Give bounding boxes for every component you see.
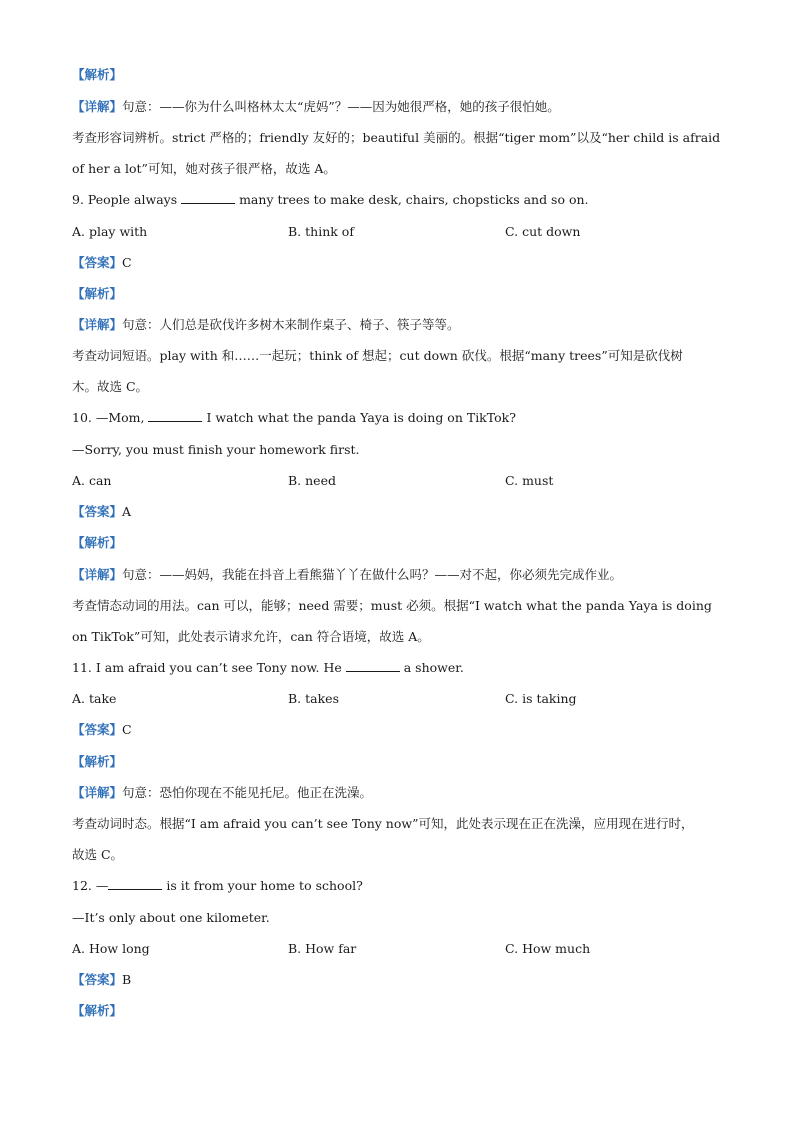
analysis-heading: 【解析】 xyxy=(72,535,123,550)
explanation-line: 木。故选 C。 xyxy=(72,379,149,394)
answer-line: 【答案】A xyxy=(72,504,132,519)
analysis-heading: 【解析】 xyxy=(72,286,123,301)
analysis-heading: 【解析】 xyxy=(72,1003,123,1018)
answer-line: 【答案】C xyxy=(72,722,132,737)
answer-blank xyxy=(108,877,162,890)
question-9: 9. People always many trees to make desk, chairs, chopsticks and so on. xyxy=(72,192,589,207)
option-b: B. need xyxy=(288,473,336,488)
option-c: C. How much xyxy=(505,941,591,956)
explanation-line: 考查形容词辨析。strict 严格的；friendly 友好的；beautiful 美丽的。根据“tiger mom”以及“her child is afraid xyxy=(72,130,721,145)
option-a: A. can xyxy=(72,473,112,488)
option-b: B. How far xyxy=(288,941,357,956)
detail-line: 【详解】句意：人们总是砍伐许多树木来制作桌子、椅子、筷子等等。 xyxy=(72,317,460,332)
option-c: C. must xyxy=(505,473,554,488)
answer-blank xyxy=(346,659,400,672)
answer-blank xyxy=(181,191,235,204)
dialogue-line: —It’s only about one kilometer. xyxy=(72,910,270,925)
answer-line: 【答案】C xyxy=(72,255,132,270)
option-b: B. think of xyxy=(288,224,354,239)
explanation-line: on TikTok”可知，此处表示请求允许，can 符合语境，故选 A。 xyxy=(72,629,430,644)
detail-line: 【详解】句意：——妈妈，我能在抖音上看熊猫丫丫在做什么吗？——对不起，你必须先完成作业。 xyxy=(72,567,623,582)
explanation-line: 考查动词时态。根据“I am afraid you can’t see Tony now”可知，此处表示现在正在洗澡，应用现在进行时， xyxy=(72,816,694,831)
option-c: C. is taking xyxy=(505,691,577,706)
option-a: A. take xyxy=(72,691,117,706)
dialogue-line: —Sorry, you must finish your homework first. xyxy=(72,442,360,457)
explanation-line: 考查动词短语。play with 和……一起玩；think of 想起；cut down 砍伐。根据“many trees”可知是砍伐树 xyxy=(72,348,683,363)
option-a: A. play with xyxy=(72,224,148,239)
answer-blank xyxy=(148,409,202,422)
detail-line: 【详解】句意：——你为什么叫格林太太“虎妈”？——因为她很严格，她的孩子很怕她。 xyxy=(72,99,560,114)
question-10: 10. —Mom, I watch what the panda Yaya is doing on TikTok? xyxy=(72,410,516,425)
explanation-line: 考查情态动词的用法。can 可以，能够；need 需要；must 必须。根据“I watch what the panda Yaya is doing xyxy=(72,598,712,613)
option-a: A. How long xyxy=(72,941,150,956)
question-11: 11. I am afraid you can’t see Tony now. He a shower. xyxy=(72,660,464,675)
explanation-line: 故选 C。 xyxy=(72,847,124,862)
analysis-heading: 【解析】 xyxy=(72,67,123,82)
answer-line: 【答案】B xyxy=(72,972,132,987)
question-12: 12. — is it from your home to school? xyxy=(72,878,363,893)
option-c: C. cut down xyxy=(505,224,581,239)
detail-line: 【详解】句意：恐怕你现在不能见托尼。他正在洗澡。 xyxy=(72,785,373,800)
analysis-heading: 【解析】 xyxy=(72,754,123,769)
option-b: B. takes xyxy=(288,691,339,706)
explanation-line: of her a lot”可知，她对孩子很严格，故选 A。 xyxy=(72,161,336,176)
